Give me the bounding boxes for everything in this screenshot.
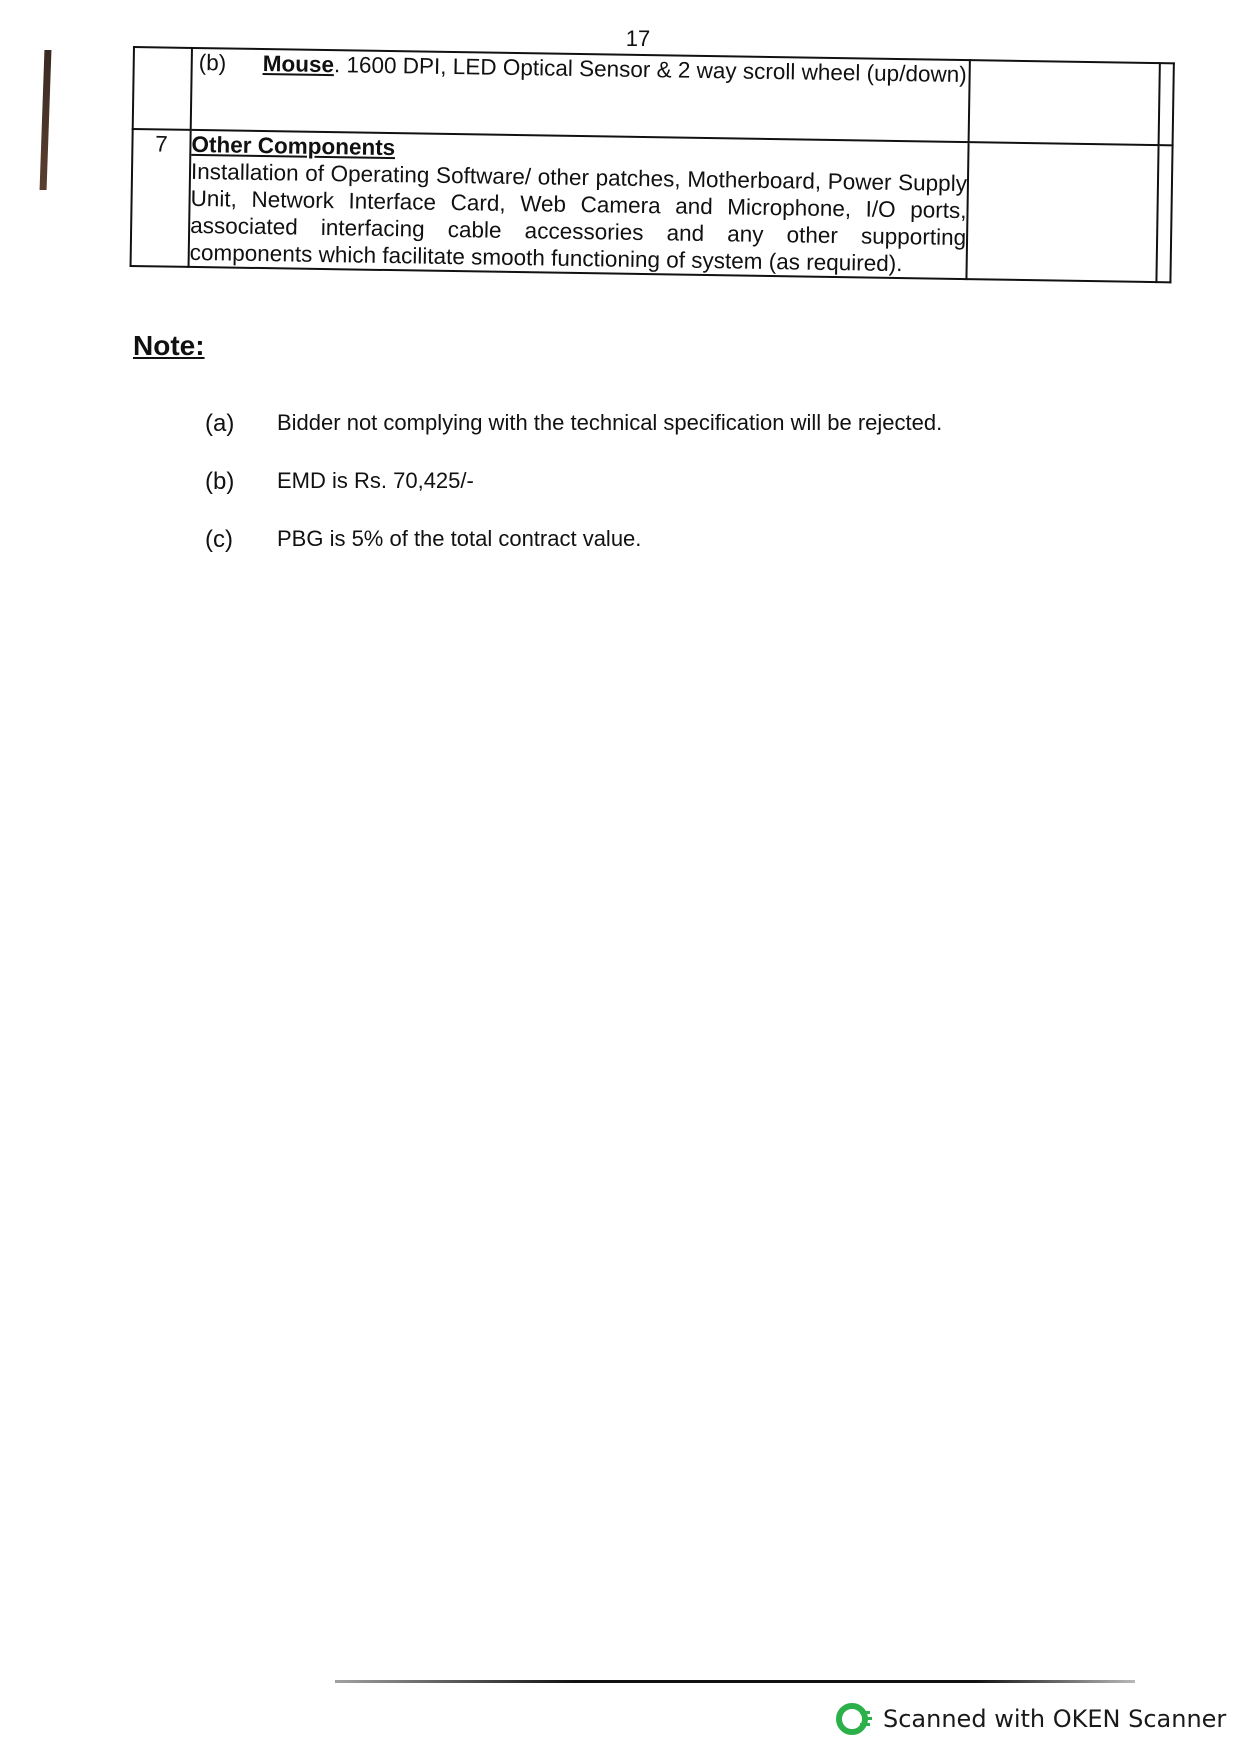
table-cell-blank-b (1156, 145, 1172, 282)
table-row-other-components (131, 129, 1173, 282)
mouse-sub-label: (b) (198, 50, 227, 76)
note-heading: Note: (133, 330, 205, 361)
note-item-text: PBG is 5% of the total contract value. (277, 526, 642, 551)
other-components-description: Installation of Operating Software/ other patches, Motherboard, Power Supply Unit, Network Interface Card, Web Camera and Microphone, I/O ports, associated interfacing cable accessories and any other supporting components which facilitate smooth functioning of system (as required). (189, 158, 968, 277)
note-list (205, 410, 1105, 584)
bottom-rule (335, 1680, 1135, 1683)
mouse-title: Mouse (262, 51, 335, 78)
oken-scanner-logo-icon (835, 1700, 873, 1738)
other-components-title: Other Components (191, 131, 396, 161)
note-item-label: (b) (205, 468, 235, 495)
table-cell-number: 7 (131, 129, 191, 267)
note-item-label: (c) (205, 526, 233, 553)
spec-table (130, 46, 1175, 283)
mouse-spec-text (263, 50, 969, 88)
table-cell-other-spec (189, 130, 969, 279)
table-cell-number-empty (133, 47, 192, 130)
scan-binding-mark (40, 50, 52, 190)
scanner-watermark (835, 1700, 1226, 1738)
table-cell-blank-a (969, 60, 1160, 145)
page-number: 17 (625, 26, 651, 51)
note-item-text: Bidder not complying with the technical specification will be rejected. (277, 410, 943, 435)
note-item (205, 468, 1105, 526)
note-item (205, 410, 1105, 468)
mouse-description: . 1600 DPI, LED Optical Sensor & 2 way scroll wheel (up/down) (333, 52, 967, 88)
note-item-text: EMD is Rs. 70,425/- (277, 468, 474, 493)
table-cell-mouse-spec (191, 48, 970, 142)
note-item-label: (a) (205, 410, 235, 437)
table-cell-blank-b (1159, 63, 1174, 145)
spec-table-container (130, 46, 1175, 283)
scanner-watermark-text: Scanned with OKEN Scanner (883, 1705, 1227, 1733)
note-item (205, 526, 1105, 584)
table-cell-blank-a (966, 142, 1158, 282)
